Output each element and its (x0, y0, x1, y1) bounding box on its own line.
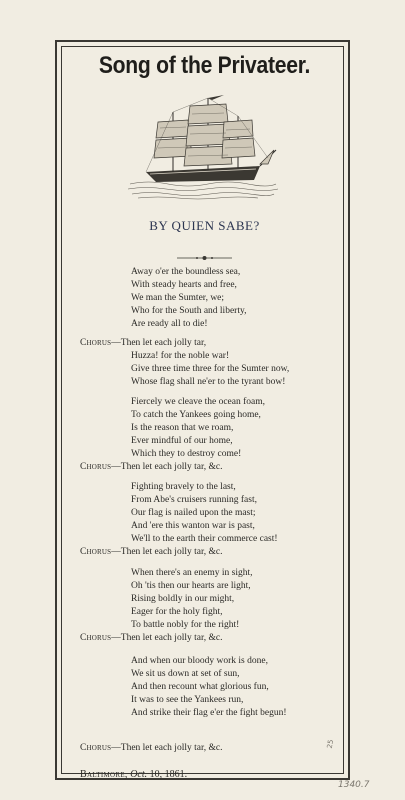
chorus-ref-text: —Then let each jolly tar, &c. (111, 547, 223, 557)
pencil-margin-mark: 25 (325, 738, 336, 750)
stanza-4-line-3: Rising boldly in our might, (131, 594, 235, 604)
chorus-full-line-3: Give three time three for the Sumter now, (131, 364, 290, 374)
pencil-catalog-number: 1340.7 (338, 780, 370, 790)
stanza-3-line-3: Our flag is nailed upon the mast; (131, 508, 256, 518)
stanza-4-line-4: Eager for the holy fight, (131, 607, 223, 617)
chorus-ref-1 (80, 461, 222, 473)
divider-ornament (177, 255, 232, 261)
stanza-2-line-4: Ever mindful of our home, (131, 436, 233, 446)
stanza-4-line-5: To battle nobly for the right! (131, 620, 240, 630)
stanza-1-line-3: We man the Sumter, we; (131, 293, 225, 303)
chorus-full-line-4: Whose flag shall ne'er to the tyrant bow! (131, 377, 286, 387)
imprint-line (80, 769, 187, 780)
stanza-1-line-2: With steady hearts and free, (131, 280, 237, 290)
imprint-place: Baltimore, (80, 769, 128, 780)
stanza-5-line-5: And strike their flag e'er the fight begun! (131, 708, 287, 718)
stanza-5-line-1: And when our bloody work is done, (131, 656, 268, 666)
stanza-3-line-4: And 'ere this wanton war is past, (131, 521, 255, 531)
author-line: BY QUIEN SABE? (149, 218, 260, 233)
chorus-ref-2 (80, 546, 222, 558)
chorus-full-line-2: Huzza! for the noble war! (131, 351, 230, 361)
imprint-month: Oct. (130, 769, 148, 780)
chorus-text: —Then let each jolly tar, (111, 338, 207, 348)
stanza-2-line-3: Is the reason that we roam, (131, 423, 234, 433)
chorus-label: Chorus (80, 743, 112, 753)
stanza-3-line-1: Fighting bravely to the last, (131, 482, 236, 492)
stanza-5-line-4: It was to see the Yankees run, (131, 695, 244, 705)
chorus-label: Chorus (80, 338, 112, 348)
chorus-ref-3 (80, 632, 222, 644)
stanza-3-line-2: From Abe's cruisers running fast, (131, 495, 257, 505)
stanza-1-line-4: Who for the South and liberty, (131, 306, 247, 316)
stanza-4-line-2: Oh 'tis then our hearts are light, (131, 581, 251, 591)
stanza-2-line-2: To catch the Yankees going home, (131, 410, 261, 420)
stanza-2-line-5: Which they to destroy come! (131, 449, 242, 459)
stanza-5-line-3: And then recount what glorious fun, (131, 682, 269, 692)
stanza-1-line-1: Away o'er the boundless sea, (131, 267, 241, 277)
chorus-ref-text: —Then let each jolly tar, &c. (111, 633, 223, 643)
chorus-ref-text: —Then let each jolly tar, &c. (111, 462, 223, 472)
stanza-1-line-5: Are ready all to die! (131, 319, 208, 329)
stanza-4-line-1: When there's an enemy in sight, (131, 568, 253, 578)
chorus-ref-4 (80, 742, 222, 754)
imprint-date: 10, 1861. (149, 769, 188, 780)
stanza-5-line-2: We sit us down at set of sun, (131, 669, 240, 679)
stanza-3-line-5: We'll to the earth their commerce cast! (131, 534, 278, 544)
chorus-label: Chorus (80, 462, 112, 472)
chorus-label: Chorus (80, 633, 112, 643)
chorus-ref-text: —Then let each jolly tar, &c. (111, 743, 223, 753)
chorus-label: Chorus (80, 547, 112, 557)
page-title: Song of the Privateer. (98, 52, 311, 79)
chorus-full-line-1 (80, 337, 206, 349)
ship-engraving (128, 92, 278, 202)
stanza-2-line-1: Fiercely we cleave the ocean foam, (131, 397, 265, 407)
